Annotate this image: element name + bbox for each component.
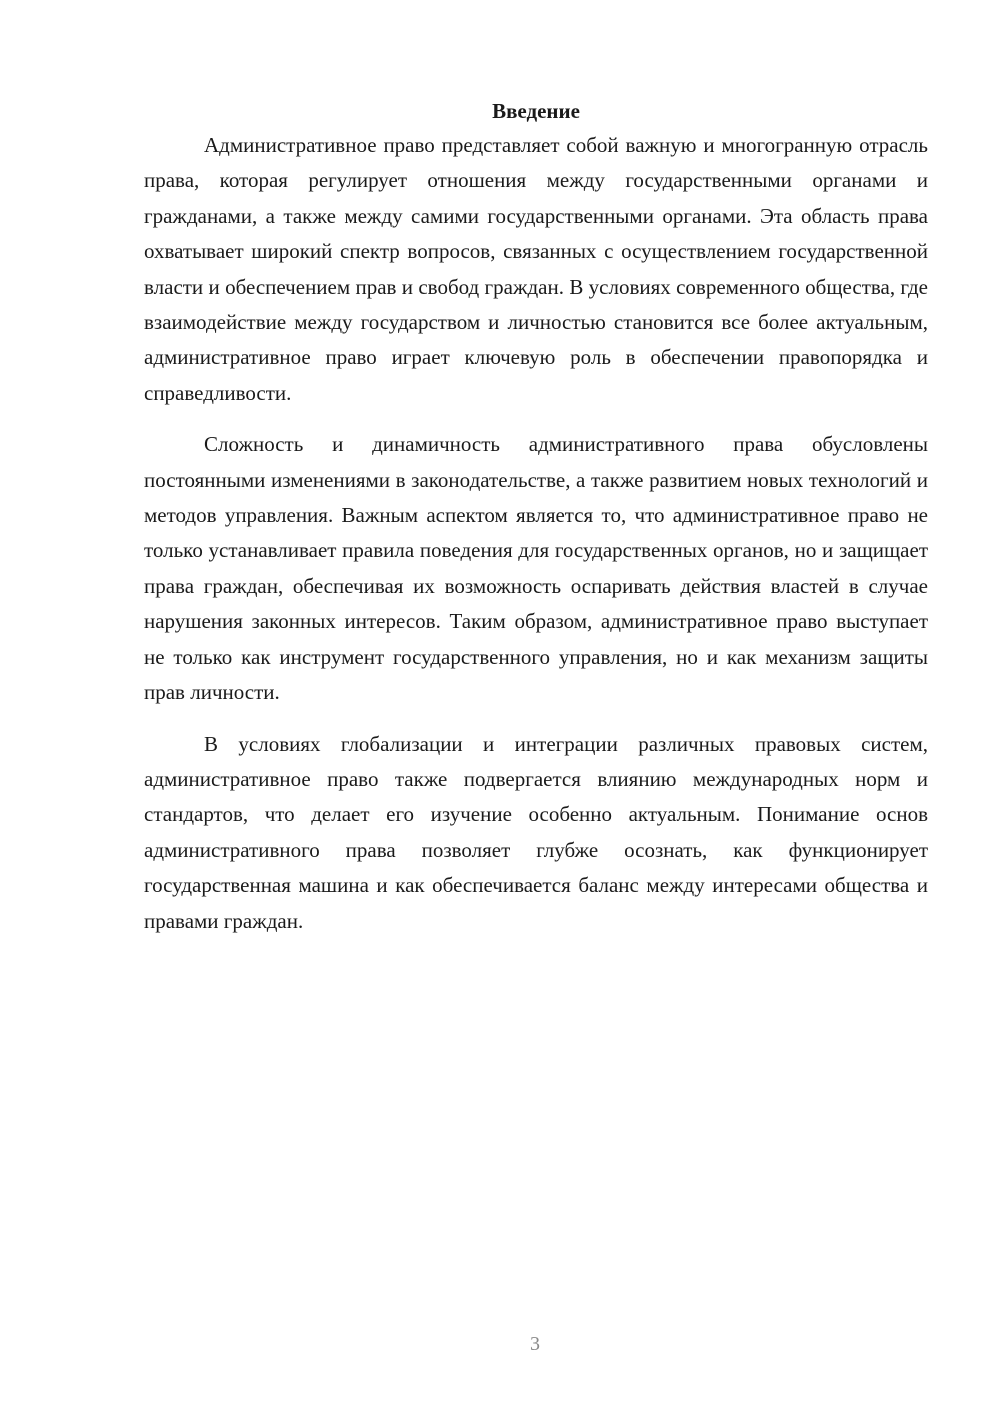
page-content [144, 96, 928, 955]
paragraph-2: Сложность и динамичность административного права обусловлены постоянными изменениями в законодательстве, а также развитием новых технологий и методов управления. Важным аспектом является то, что административное право не только устанавливает правила поведения для государственных органов, но и защищает права граждан, обеспечивая их возможность оспаривать действия властей в случае нарушения законных интересов. Таким образом, административное право выступает не только как инструмент государственного управления, но и как механизм защиты прав личности. [144, 432, 928, 705]
page-number: 3 [530, 1333, 540, 1355]
paragraph-1: Административное право представляет собой важную и многогранную отрасль права, которая регулирует отношения между государственными органами и гражданами, а также между самими государственными органами. Эта область права охватывает широкий спектр вопросов, связанных с осуществлением государственной власти и обеспечением прав и свобод граждан. В условиях современного общества, где взаимодействие между государством и личностью становится все более актуальным, административное право играет ключевую роль в обеспечении правопорядка и справедливости. [144, 133, 928, 405]
section-heading: Введение [492, 99, 580, 123]
paragraph-3: В условиях глобализации и интеграции различных правовых систем, административное право также подвергается влиянию международных норм и стандартов, что делает его изучение особенно актуальным. Понимание основ административного права позволяет глубже осознать, как функционирует государственная машина и как обеспечивается баланс между интересами общества и правами граждан. [144, 731, 928, 933]
